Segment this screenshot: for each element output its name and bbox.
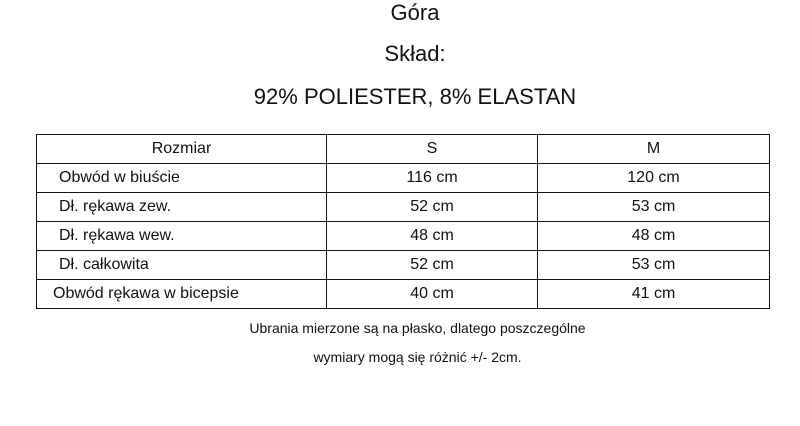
measurement-note-line1: Ubrania mierzone są na płasko, dlatego poszczególne [249,320,586,336]
row-label: Obwód w biuście [37,164,327,193]
value-m: 48 cm [538,222,770,251]
table-header-row [37,135,770,164]
value-s: 116 cm [327,164,538,193]
row-label: Dł. rękawa zew. [37,193,327,222]
value-m: 41 cm [538,280,770,309]
value-s: 52 cm [327,193,538,222]
row-label: Dł. rękawa wew. [37,222,327,251]
composition-label: Skład: [384,41,446,66]
table-row [37,164,770,193]
header-s: S [327,135,538,164]
table-row [37,280,770,309]
size-table [36,134,770,309]
value-s: 40 cm [327,280,538,309]
header-size: Rozmiar [37,135,327,164]
composition-text: 92% POLIESTER, 8% ELASTAN [253,84,577,109]
value-s: 48 cm [327,222,538,251]
value-s: 52 cm [327,251,538,280]
value-m: 53 cm [538,193,770,222]
value-m: 53 cm [538,251,770,280]
row-label: Dł. całkowita [37,251,327,280]
value-m: 120 cm [538,164,770,193]
table-row [37,251,770,280]
row-label: Obwód rękawa w bicepsie [37,280,327,309]
header-m: M [538,135,770,164]
table-row [37,193,770,222]
measurement-note-line2: wymiary mogą się różnić +/- 2cm. [313,349,522,365]
page-title: Góra [390,0,440,25]
table-row [37,222,770,251]
